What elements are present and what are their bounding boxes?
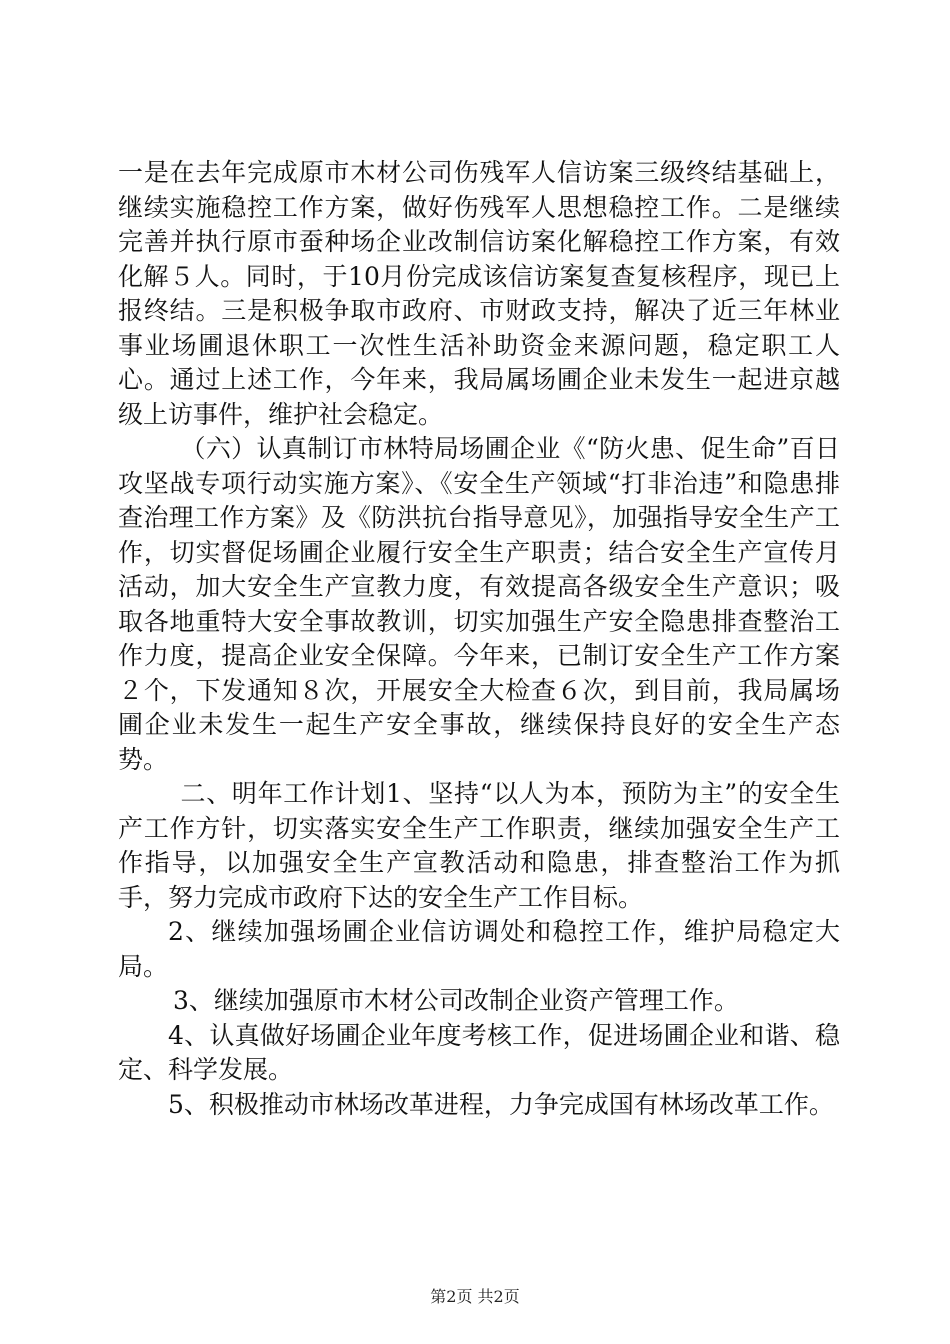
- page-number: 第2页 共2页: [430, 1287, 520, 1306]
- plan-item-4: 4、认真做好场圃企业年度考核工作，促进场圃企业和谐、稳定、科学发展。: [118, 1020, 840, 1084]
- page-footer: [0, 1284, 950, 1307]
- paragraph-safety-production: （六）认真制订市林特局场圃企业《“防火患、促生命”百日攻坚战专项行动实施方案》、《安全生产领域“打非治违”和隐患排查治理工作方案》及《防洪抗台指导意见》，加强指导安全生产工作，切实督促场圃企业履行安全生产职责；结合安全生产宣传月活动，加大安全生产宣教力度，有效提高各级安全生产意识；吸取各地重特大安全事故教训，切实加强生产安全隐患排查整治工作力度，提高企业安全保障。今年来，已制订安全生产工作方案２个，下发通知８次，开展安全大检查６次，到目前，我局属场圃企业未发生一起生产安全事故，继续保持良好的安全生产态势。: [118, 434, 840, 774]
- document-body: [118, 156, 840, 1122]
- plan-item-5: 5、积极推动市林场改革进程，力争完成国有林场改革工作。: [168, 1089, 834, 1119]
- plan-item-3: 3、继续加强原市木材公司改制企业资产管理工作。: [173, 986, 739, 1015]
- plan-item-2: 2、继续加强场圃企业信访调处和稳控工作，维护局稳定大局。: [118, 917, 840, 981]
- paragraph-stability-work: 一是在去年完成原市木材公司伤残军人信访案三级终结基础上，继续实施稳控工作方案，做好伤残军人思想稳控工作。二是继续完善并执行原市蚕种场企业改制信访案化解稳控工作方案，有效化解５人。同时，于10月份完成该信访案复查复核程序，现已上报终结。三是积极争取市政府、市财政支持，解决了近三年林业事业场圃退休职工一次性生活补助资金来源问题，稳定职工人心。通过上述工作，今年来，我局属场圃企业未发生一起进京越级上访事件，维护社会稳定。: [118, 158, 840, 429]
- paragraph-next-year-plan: 二、明年工作计划1、坚持“以人为本，预防为主”的安全生产工作方针，切实落实安全生产工作职责，继续加强安全生产工作指导，以加强安全生产宣教活动和隐患，排查整治工作为抓手，努力完成市政府下达的安全生产工作目标。: [118, 779, 840, 912]
